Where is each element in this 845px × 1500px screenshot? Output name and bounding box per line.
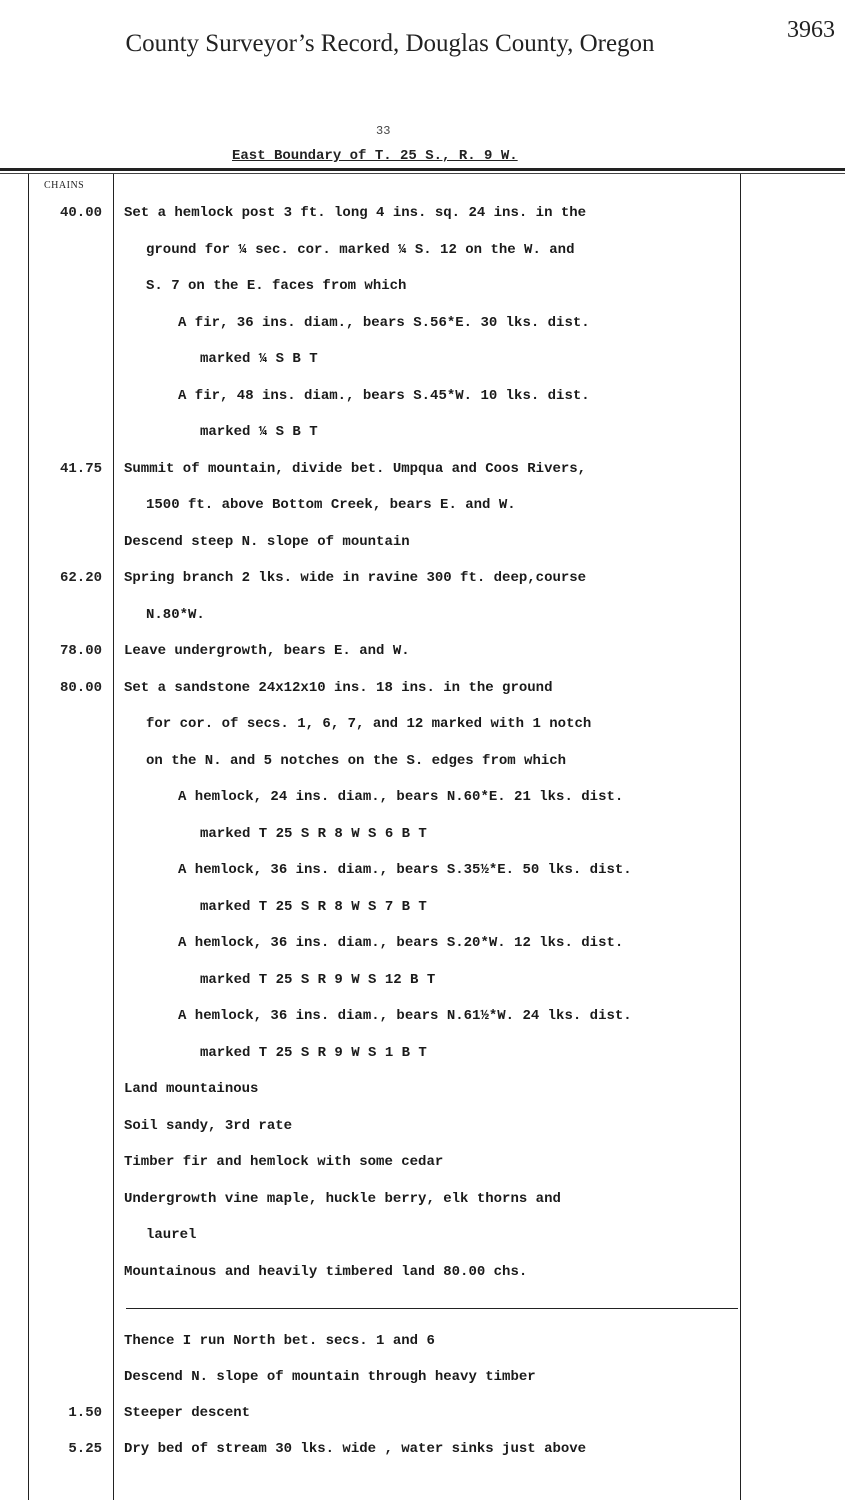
record-line: Set a sandstone 24x12x10 ins. 18 ins. in the ground (124, 679, 553, 696)
record-line: Thence I run North bet. secs. 1 and 6 (124, 1333, 435, 1349)
chain-value: 40.00 (59, 205, 102, 221)
record-line: Set a hemlock post 3 ft. long 4 ins. sq. 24 ins. in the (124, 205, 587, 221)
record-line: on the N. and 5 notches on the S. edges from which (146, 752, 567, 769)
record-line: S. 7 on the E. faces from which (146, 278, 407, 294)
chain-value: 5.25 (68, 1441, 102, 1457)
record-line: Leave undergrowth, bears E. and W. (124, 643, 410, 659)
record-line: 1500 ft. above Bottom Creek, bears E. and W. (146, 497, 516, 513)
chains-column-divider (113, 174, 114, 1500)
chain-value: 41.75 (59, 460, 102, 477)
record-line: Summit of mountain, divide bet. Umpqua and Coos Rivers, (124, 460, 587, 477)
record-line: for cor. of secs. 1, 6, 7, and 12 marked with 1 notch (146, 716, 592, 732)
section-divider-rule (126, 1308, 738, 1309)
chain-value: 1.50 (68, 1405, 102, 1421)
record-line: marked T 25 S R 8 W S 7 B T (200, 898, 427, 915)
record-line: Land mountainous (124, 1081, 259, 1097)
record-line: ground for ¼ sec. cor. marked ¼ S. 12 on the W. and (146, 241, 575, 258)
page-number: 3963 (787, 17, 835, 43)
record-line: A fir, 36 ins. diam., bears S.56*E. 30 lks. dist. (178, 314, 590, 331)
left-border-line (28, 174, 29, 1500)
record-line: Descend N. slope of mountain through heavy timber (124, 1369, 536, 1385)
record-line: marked ¼ S B T (200, 351, 318, 367)
chain-value: 78.00 (59, 643, 102, 659)
record-line: marked T 25 S R 8 W S 6 B T (200, 825, 427, 842)
right-border-line (740, 174, 741, 1500)
record-line: A hemlock, 36 ins. diam., bears S.35½*E. 50 lks. dist. (178, 862, 632, 878)
section-title: East Boundary of T. 25 S., R. 9 W. (232, 148, 518, 164)
record-line: Steeper descent (124, 1405, 251, 1421)
record-line: marked T 25 S R 9 W S 12 B T (200, 971, 436, 988)
record-line: laurel (146, 1227, 197, 1243)
record-line: A fir, 48 ins. diam., bears S.45*W. 10 lks. dist. (178, 387, 590, 404)
page-mark: 33 (376, 124, 391, 138)
record-line: Spring branch 2 lks. wide in ravine 300 ft. deep,course (124, 570, 587, 586)
record-line: Descend steep N. slope of mountain (124, 533, 410, 550)
record-line: Undergrowth vine maple, huckle berry, elk thorns and (124, 1190, 561, 1207)
chain-value: 62.20 (59, 570, 102, 586)
top-rule-thin (0, 173, 845, 174)
chains-column-header: CHAINS (44, 180, 85, 191)
record-line: A hemlock, 36 ins. diam., bears S.20*W. 12 lks. dist. (178, 935, 624, 951)
top-rule (0, 168, 845, 171)
record-line: Dry bed of stream 30 lks. wide , water sinks just above (124, 1441, 587, 1457)
record-line: Soil sandy, 3rd rate (124, 1117, 293, 1134)
record-line: marked T 25 S R 9 W S 1 B T (200, 1044, 427, 1061)
record-line: Timber fir and hemlock with some cedar (124, 1154, 444, 1170)
record-line: A hemlock, 24 ins. diam., bears N.60*E. 21 lks. dist. (178, 789, 624, 805)
record-line: A hemlock, 36 ins. diam., bears N.61½*W. 24 lks. dist. (178, 1008, 632, 1024)
record-line: N.80*W. (146, 606, 205, 623)
chain-value: 80.00 (59, 679, 102, 696)
record-line: Mountainous and heavily timbered land 80.00 chs. (124, 1263, 528, 1280)
page-header-title: County Surveyor’s Record, Douglas County, Oregon (125, 30, 655, 57)
record-line: marked ¼ S B T (200, 424, 318, 440)
